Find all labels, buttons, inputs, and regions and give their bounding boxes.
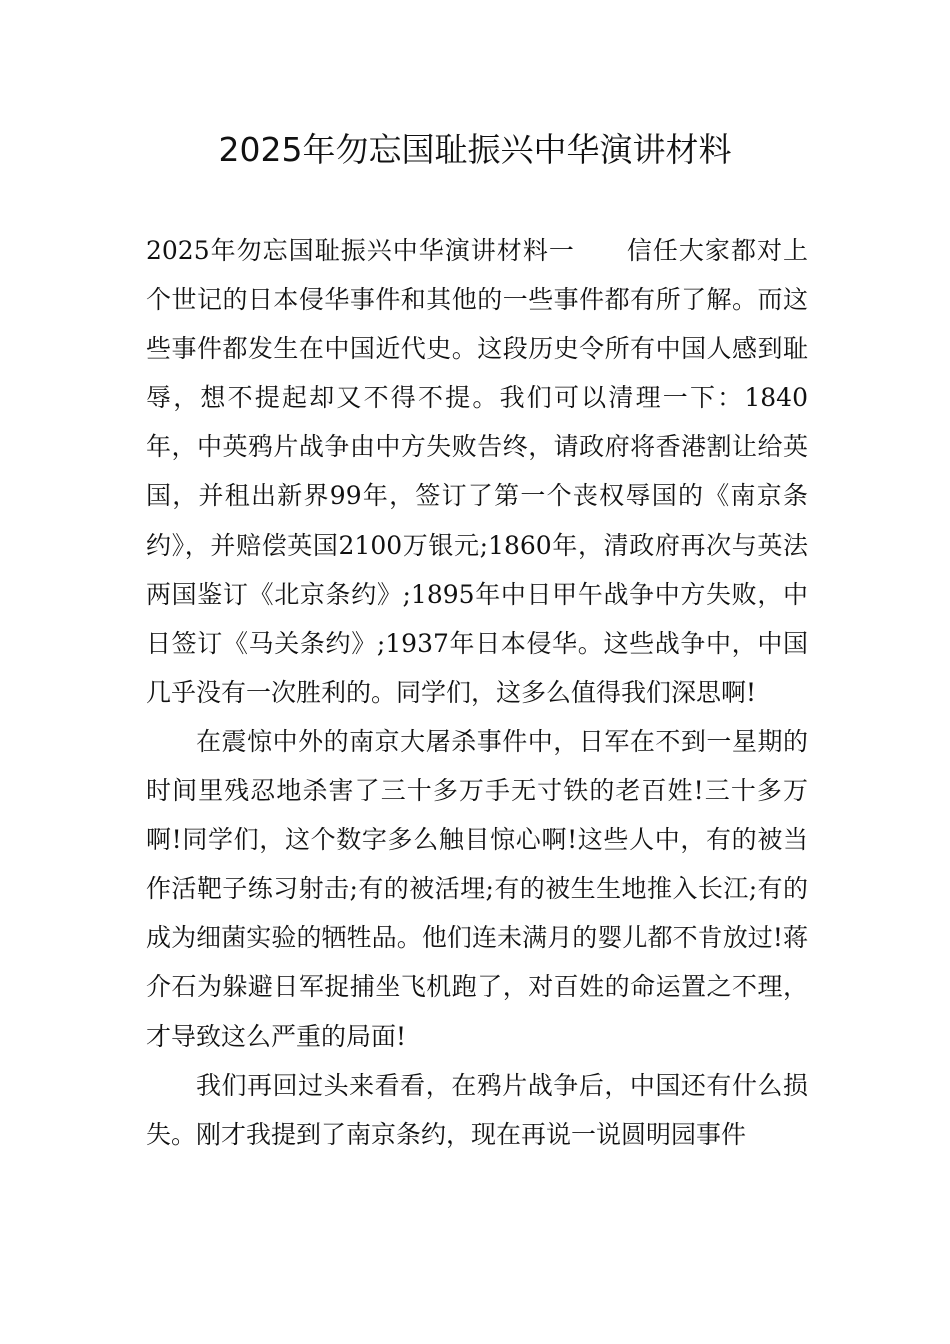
paragraph-2: 在震惊中外的南京大屠杀事件中，日军在不到一星期的时间里残忍地杀害了三十多万手无寸铁的老百姓!三十多万啊!同学们，这个数字多么触目惊心啊!这些人中，有的被当作活靶子练习射击;有的被活埋;有的被生生地推入长江;有的成为细菌实验的牺牲品。他们连未满月的婴儿都不肯放过!蒋介石为躲避日军捉捕坐飞机跑了，对百姓的命运置之不理，才导致这么严重的局面! xyxy=(146,726,808,1051)
document-body xyxy=(146,226,808,1159)
paragraph-1: 2025年勿忘国耻振兴中华演讲材料一 信任大家都对上个世记的日本侵华事件和其他的一些事件都有所了解。而这些事件都发生在中国近代史。这段历史令所有中国人感到耻辱，想不提起却又不得不提。我们可以清理一下：1840年，中英鸦片战争由中方失败告终，请政府将香港割让给英国，并租出新界99年，签订了第一个丧权辱国的《南京条约》，并赔偿英国2100万银元;1860年，清政府再次与英法两国鉴订《北京条约》;1895年中日甲午战争中方失败，中日签订《马关条约》;1937年日本侵华。这些战争中，中国几乎没有一次胜利的。同学们，这多么值得我们深思啊! xyxy=(146,236,808,707)
paragraph-3: 我们再回过头来看看，在鸦片战争后，中国还有什么损失。刚才我提到了南京条约，现在再说一说圆明园事件 xyxy=(146,1070,808,1149)
document-title: 2025年勿忘国耻振兴中华演讲材料 xyxy=(218,130,732,169)
